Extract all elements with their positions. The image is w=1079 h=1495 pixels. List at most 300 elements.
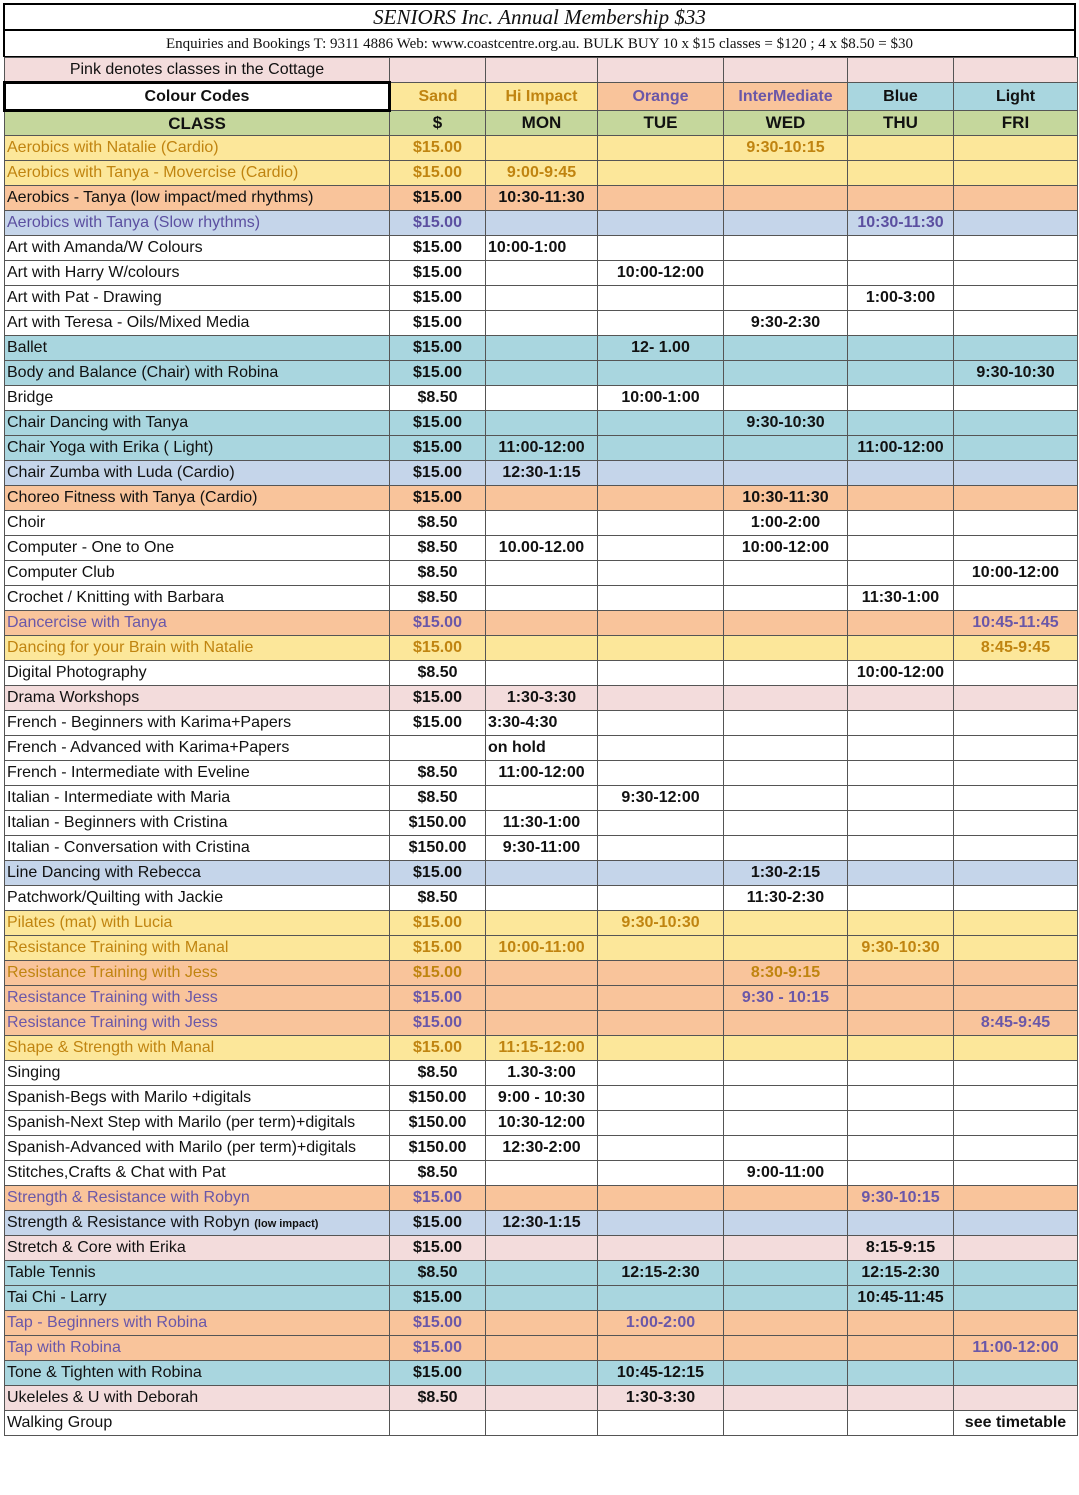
- class-note: (low impact): [254, 1218, 319, 1230]
- price-cell: $8.50: [390, 386, 486, 411]
- time-cell-thu: [848, 961, 954, 986]
- price-cell: $15.00: [390, 636, 486, 661]
- time-cell-tue: [598, 961, 724, 986]
- time-cell-tue: [598, 161, 724, 186]
- class-name: Art with Teresa - Oils/Mixed Media: [7, 314, 250, 331]
- time-cell-mon: [486, 311, 598, 336]
- colour-code-5: Light: [954, 83, 1078, 111]
- price-cell: $150.00: [390, 811, 486, 836]
- price-cell: $15.00: [390, 436, 486, 461]
- time-cell-mon: [486, 1361, 598, 1386]
- price-cell: $15.00: [390, 236, 486, 261]
- class-name-cell: [5, 586, 390, 611]
- table-row: [5, 286, 1078, 311]
- time-cell-tue: [598, 286, 724, 311]
- time-cell-wed: [724, 911, 848, 936]
- time-cell-wed: [724, 686, 848, 711]
- class-name-cell: [5, 1036, 390, 1061]
- time-cell-wed: [724, 1386, 848, 1411]
- class-name: Art with Amanda/W Colours: [7, 239, 203, 256]
- time-cell-fri: [954, 1311, 1078, 1336]
- time-cell-mon: 11:15-12:00: [486, 1036, 598, 1061]
- time-cell-tue: [598, 236, 724, 261]
- time-cell-wed: [724, 761, 848, 786]
- price-cell: $8.50: [390, 536, 486, 561]
- time-cell-wed: 9:30-10:15: [724, 136, 848, 161]
- class-name-cell: [5, 1386, 390, 1411]
- class-name-cell: [5, 711, 390, 736]
- table-row: [5, 436, 1078, 461]
- price-cell: $15.00: [390, 1186, 486, 1211]
- time-cell-mon: [486, 1186, 598, 1211]
- time-cell-mon: 11:00-12:00: [486, 436, 598, 461]
- time-cell-thu: [848, 1011, 954, 1036]
- pink-note-empty-thu: [848, 58, 954, 83]
- time-cell-mon: [486, 361, 598, 386]
- class-name-cell: [5, 161, 390, 186]
- time-cell-tue: [598, 1061, 724, 1086]
- time-cell-wed: 8:30-9:15: [724, 961, 848, 986]
- time-cell-thu: [848, 161, 954, 186]
- class-name: Italian - Beginners with Cristina: [7, 814, 228, 831]
- time-cell-wed: 11:30-2:30: [724, 886, 848, 911]
- schedule-table: [3, 57, 1078, 1436]
- time-cell-tue: [598, 1186, 724, 1211]
- class-name-cell: [5, 136, 390, 161]
- price-cell: $15.00: [390, 211, 486, 236]
- time-cell-tue: 1:30-3:30: [598, 1386, 724, 1411]
- time-cell-thu: [848, 336, 954, 361]
- price-cell: $15.00: [390, 1036, 486, 1061]
- class-name-cell: [5, 736, 390, 761]
- class-name: French - Intermediate with Eveline: [7, 764, 250, 781]
- class-name-cell: [5, 1186, 390, 1211]
- time-cell-thu: [848, 1336, 954, 1361]
- time-cell-tue: [598, 936, 724, 961]
- time-cell-mon: [486, 386, 598, 411]
- time-cell-tue: 10:45-12:15: [598, 1361, 724, 1386]
- table-row: [5, 211, 1078, 236]
- time-cell-mon: 10.00-12.00: [486, 536, 598, 561]
- class-name: Singing: [7, 1064, 61, 1081]
- pink-note-empty-fri: [954, 58, 1078, 83]
- time-cell-wed: [724, 586, 848, 611]
- page-title: SENIORS Inc. Annual Membership $33: [3, 3, 1076, 30]
- time-cell-tue: [598, 661, 724, 686]
- time-cell-wed: [724, 461, 848, 486]
- time-cell-thu: 9:30-10:15: [848, 1186, 954, 1211]
- price-cell: $150.00: [390, 1086, 486, 1111]
- table-row: [5, 811, 1078, 836]
- time-cell-mon: [486, 136, 598, 161]
- time-cell-thu: 11:30-1:00: [848, 586, 954, 611]
- time-cell-thu: [848, 1111, 954, 1136]
- time-cell-mon: [486, 1011, 598, 1036]
- time-cell-thu: [848, 361, 954, 386]
- class-name: Choir: [7, 514, 46, 531]
- time-cell-tue: [598, 1036, 724, 1061]
- class-name-cell: [5, 886, 390, 911]
- time-cell-mon: 1:30-3:30: [486, 686, 598, 711]
- time-cell-fri: [954, 936, 1078, 961]
- class-name-cell: [5, 536, 390, 561]
- time-cell-thu: [848, 136, 954, 161]
- class-name-cell: [5, 1136, 390, 1161]
- table-row: [5, 1386, 1078, 1411]
- time-cell-mon: [486, 1161, 598, 1186]
- class-name-cell: [5, 986, 390, 1011]
- time-cell-wed: 10:30-11:30: [724, 486, 848, 511]
- table-row: [5, 1111, 1078, 1136]
- table-row: [5, 386, 1078, 411]
- time-cell-mon: [486, 1411, 598, 1436]
- time-cell-thu: [848, 1386, 954, 1411]
- price-cell: $8.50: [390, 511, 486, 536]
- time-cell-thu: [848, 736, 954, 761]
- time-cell-mon: [486, 1236, 598, 1261]
- time-cell-mon: [486, 1336, 598, 1361]
- class-name-cell: [5, 436, 390, 461]
- table-row: [5, 761, 1078, 786]
- class-name-cell: [5, 1361, 390, 1386]
- time-cell-tue: [598, 136, 724, 161]
- time-cell-fri: [954, 686, 1078, 711]
- table-row: [5, 1161, 1078, 1186]
- class-name: Aerobics with Tanya - Movercise (Cardio): [7, 164, 299, 181]
- class-name-cell: [5, 836, 390, 861]
- time-cell-thu: [848, 386, 954, 411]
- time-cell-wed: [724, 1186, 848, 1211]
- time-cell-fri: [954, 286, 1078, 311]
- schedule-page: [3, 3, 1076, 1436]
- class-name: Tap - Beginners with Robina: [7, 1314, 208, 1331]
- class-name-cell: [5, 1336, 390, 1361]
- class-name: French - Advanced with Karima+Papers: [7, 739, 290, 756]
- time-cell-wed: [724, 236, 848, 261]
- time-cell-fri: [954, 761, 1078, 786]
- time-cell-thu: 10:45-11:45: [848, 1286, 954, 1311]
- time-cell-thu: 12:15-2:30: [848, 1261, 954, 1286]
- time-cell-tue: [598, 836, 724, 861]
- time-cell-mon: [486, 861, 598, 886]
- price-cell: $15.00: [390, 1236, 486, 1261]
- time-cell-wed: [724, 611, 848, 636]
- table-row: [5, 136, 1078, 161]
- time-cell-thu: [848, 511, 954, 536]
- column-header-5: THU: [848, 111, 954, 136]
- price-cell: $15.00: [390, 311, 486, 336]
- table-row: [5, 661, 1078, 686]
- colour-code-1: Hi Impact: [486, 83, 598, 111]
- time-cell-wed: [724, 1336, 848, 1361]
- class-name: French - Beginners with Karima+Papers: [7, 714, 292, 731]
- time-cell-fri: [954, 1161, 1078, 1186]
- time-cell-tue: 10:00-12:00: [598, 261, 724, 286]
- time-cell-tue: [598, 636, 724, 661]
- time-cell-tue: [598, 736, 724, 761]
- table-row: [5, 911, 1078, 936]
- price-cell: $8.50: [390, 1061, 486, 1086]
- time-cell-wed: [724, 286, 848, 311]
- time-cell-mon: [486, 636, 598, 661]
- price-cell: $15.00: [390, 611, 486, 636]
- price-cell: $15.00: [390, 1011, 486, 1036]
- time-cell-fri: [954, 1061, 1078, 1086]
- time-cell-thu: [848, 236, 954, 261]
- class-name-cell: [5, 686, 390, 711]
- time-cell-mon: [486, 561, 598, 586]
- class-name-cell: [5, 211, 390, 236]
- class-name: Line Dancing with Rebecca: [7, 864, 201, 881]
- time-cell-fri: [954, 1211, 1078, 1236]
- class-name-cell: [5, 661, 390, 686]
- table-row: [5, 836, 1078, 861]
- time-cell-thu: 10:00-12:00: [848, 661, 954, 686]
- class-name-cell: [5, 786, 390, 811]
- table-row: [5, 361, 1078, 386]
- price-cell: $8.50: [390, 1161, 486, 1186]
- time-cell-tue: 10:00-1:00: [598, 386, 724, 411]
- time-cell-tue: [598, 811, 724, 836]
- table-row: [5, 486, 1078, 511]
- time-cell-mon: [486, 1261, 598, 1286]
- time-cell-wed: [724, 261, 848, 286]
- price-cell: $15.00: [390, 1211, 486, 1236]
- price-cell: [390, 736, 486, 761]
- colour-code-2: Orange: [598, 83, 724, 111]
- class-name-cell: [5, 636, 390, 661]
- time-cell-fri: [954, 1136, 1078, 1161]
- class-name: Art with Harry W/colours: [7, 264, 180, 281]
- time-cell-tue: [598, 686, 724, 711]
- time-cell-fri: [954, 986, 1078, 1011]
- time-cell-wed: [724, 211, 848, 236]
- time-cell-thu: [848, 761, 954, 786]
- class-name-cell: [5, 361, 390, 386]
- time-cell-mon: [486, 1286, 598, 1311]
- class-name-cell: [5, 1011, 390, 1036]
- price-cell: $15.00: [390, 911, 486, 936]
- time-cell-fri: [954, 1386, 1078, 1411]
- pink-note-empty-tue: [598, 58, 724, 83]
- price-cell: $8.50: [390, 786, 486, 811]
- time-cell-fri: [954, 1361, 1078, 1386]
- time-cell-tue: [598, 561, 724, 586]
- table-row: [5, 411, 1078, 436]
- time-cell-fri: [954, 136, 1078, 161]
- class-name: Aerobics with Tanya (Slow rhythms): [7, 214, 261, 231]
- time-cell-thu: [848, 561, 954, 586]
- time-cell-thu: 8:15-9:15: [848, 1236, 954, 1261]
- class-name-cell: [5, 861, 390, 886]
- class-name-cell: [5, 1211, 390, 1236]
- time-cell-wed: [724, 811, 848, 836]
- time-cell-mon: 1.30-3:00: [486, 1061, 598, 1086]
- time-cell-fri: [954, 1086, 1078, 1111]
- time-cell-tue: [598, 436, 724, 461]
- time-cell-fri: [954, 436, 1078, 461]
- price-cell: $15.00: [390, 136, 486, 161]
- class-name: Computer - One to One: [7, 539, 175, 556]
- time-cell-thu: 9:30-10:30: [848, 936, 954, 961]
- time-cell-mon: [486, 886, 598, 911]
- time-cell-thu: [848, 1411, 954, 1436]
- time-cell-mon: [486, 1386, 598, 1411]
- time-cell-tue: 9:30-10:30: [598, 911, 724, 936]
- time-cell-mon: 10:30-11:30: [486, 186, 598, 211]
- table-row: [5, 1186, 1078, 1211]
- time-cell-wed: 9:30-10:30: [724, 411, 848, 436]
- class-name: Chair Yoga with Erika ( Light): [7, 439, 214, 456]
- time-cell-tue: [598, 1336, 724, 1361]
- table-row: [5, 1011, 1078, 1036]
- time-cell-fri: [954, 386, 1078, 411]
- class-name: Resistance Training with Jess: [7, 1014, 218, 1031]
- time-cell-fri: [954, 1236, 1078, 1261]
- time-cell-tue: [598, 411, 724, 436]
- time-cell-fri: 10:45-11:45: [954, 611, 1078, 636]
- time-cell-tue: [598, 1161, 724, 1186]
- time-cell-fri: [954, 836, 1078, 861]
- time-cell-thu: [848, 411, 954, 436]
- time-cell-fri: [954, 711, 1078, 736]
- time-cell-thu: [848, 1361, 954, 1386]
- class-name-cell: [5, 1111, 390, 1136]
- time-cell-thu: [848, 461, 954, 486]
- table-row: [5, 1311, 1078, 1336]
- time-cell-thu: [848, 486, 954, 511]
- class-name: Dancercise with Tanya: [7, 614, 167, 631]
- time-cell-wed: 9:00-11:00: [724, 1161, 848, 1186]
- class-name-cell: [5, 811, 390, 836]
- time-cell-wed: [724, 1411, 848, 1436]
- time-cell-wed: 1:30-2:15: [724, 861, 848, 886]
- price-cell: $15.00: [390, 411, 486, 436]
- colour-codes-label: Colour Codes: [5, 83, 390, 111]
- time-cell-mon: [486, 211, 598, 236]
- time-cell-mon: 11:30-1:00: [486, 811, 598, 836]
- time-cell-wed: [724, 186, 848, 211]
- time-cell-mon: [486, 786, 598, 811]
- colour-code-0: Sand: [390, 83, 486, 111]
- class-name: Aerobics with Natalie (Cardio): [7, 139, 219, 156]
- time-cell-mon: 10:30-12:00: [486, 1111, 598, 1136]
- time-cell-wed: [724, 661, 848, 686]
- class-name: Drama Workshops: [7, 689, 140, 706]
- time-cell-thu: 1:00-3:00: [848, 286, 954, 311]
- time-cell-thu: [848, 1086, 954, 1111]
- class-name-cell: [5, 336, 390, 361]
- time-cell-fri: [954, 661, 1078, 686]
- class-name: Tap with Robina: [7, 1339, 121, 1356]
- price-cell: $15.00: [390, 261, 486, 286]
- column-header-6: FRI: [954, 111, 1078, 136]
- class-name: Italian - Conversation with Cristina: [7, 839, 250, 856]
- price-cell: $15.00: [390, 336, 486, 361]
- time-cell-thu: [848, 1211, 954, 1236]
- time-cell-tue: 12:15-2:30: [598, 1261, 724, 1286]
- class-name: Ballet: [7, 339, 48, 356]
- price-cell: $15.00: [390, 461, 486, 486]
- time-cell-tue: [598, 211, 724, 236]
- time-cell-thu: [848, 786, 954, 811]
- time-cell-fri: [954, 961, 1078, 986]
- time-cell-thu: [848, 186, 954, 211]
- class-name: Computer Club: [7, 564, 115, 581]
- class-name: Resistance Training with Jess: [7, 989, 218, 1006]
- time-cell-tue: [598, 1111, 724, 1136]
- time-cell-mon: 12:30-1:15: [486, 1211, 598, 1236]
- class-name: Pilates (mat) with Lucia: [7, 914, 173, 931]
- time-cell-thu: [848, 711, 954, 736]
- time-cell-tue: [598, 861, 724, 886]
- price-cell: $15.00: [390, 361, 486, 386]
- price-cell: $15.00: [390, 1311, 486, 1336]
- table-row: [5, 1286, 1078, 1311]
- class-name-cell: [5, 511, 390, 536]
- class-name: Chair Dancing with Tanya: [7, 414, 189, 431]
- price-cell: $15.00: [390, 486, 486, 511]
- class-name: Strength & Resistance with Robyn: [7, 1189, 250, 1206]
- time-cell-tue: [598, 761, 724, 786]
- time-cell-tue: [598, 536, 724, 561]
- time-cell-fri: 9:30-10:30: [954, 361, 1078, 386]
- time-cell-fri: [954, 586, 1078, 611]
- time-cell-thu: [848, 1136, 954, 1161]
- time-cell-thu: [848, 911, 954, 936]
- time-cell-fri: [954, 911, 1078, 936]
- time-cell-thu: [848, 1311, 954, 1336]
- price-cell: $150.00: [390, 836, 486, 861]
- class-name-cell: [5, 761, 390, 786]
- time-cell-mon: [486, 1311, 598, 1336]
- table-row: [5, 336, 1078, 361]
- time-cell-mon: 9:30-11:00: [486, 836, 598, 861]
- time-cell-thu: [848, 886, 954, 911]
- class-name: Art with Pat - Drawing: [7, 289, 162, 306]
- time-cell-thu: [848, 1036, 954, 1061]
- class-name-cell: [5, 261, 390, 286]
- time-cell-mon: [486, 911, 598, 936]
- class-name-cell: [5, 286, 390, 311]
- colour-code-4: Blue: [848, 83, 954, 111]
- price-cell: [390, 1411, 486, 1436]
- colour-codes-row: [5, 83, 1078, 111]
- column-header-row: [5, 111, 1078, 136]
- table-row: [5, 711, 1078, 736]
- pink-note: Pink denotes classes in the Cottage: [5, 58, 390, 83]
- time-cell-fri: [954, 511, 1078, 536]
- price-cell: $15.00: [390, 1361, 486, 1386]
- table-row: [5, 986, 1078, 1011]
- time-cell-fri: [954, 1111, 1078, 1136]
- class-name: Strength & Resistance with Robyn: [7, 1214, 250, 1231]
- column-header-1: $: [390, 111, 486, 136]
- class-name: Stitches,Crafts & Chat with Pat: [7, 1164, 226, 1181]
- time-cell-mon: [486, 336, 598, 361]
- class-name-cell: [5, 411, 390, 436]
- time-cell-fri: [954, 411, 1078, 436]
- time-cell-wed: [724, 561, 848, 586]
- price-cell: $8.50: [390, 1261, 486, 1286]
- class-name: Table Tennis: [7, 1264, 96, 1281]
- time-cell-tue: [598, 1086, 724, 1111]
- time-cell-fri: see timetable: [954, 1411, 1078, 1436]
- time-cell-tue: [598, 311, 724, 336]
- time-cell-tue: [598, 461, 724, 486]
- class-name-cell: [5, 1161, 390, 1186]
- time-cell-wed: [724, 1261, 848, 1286]
